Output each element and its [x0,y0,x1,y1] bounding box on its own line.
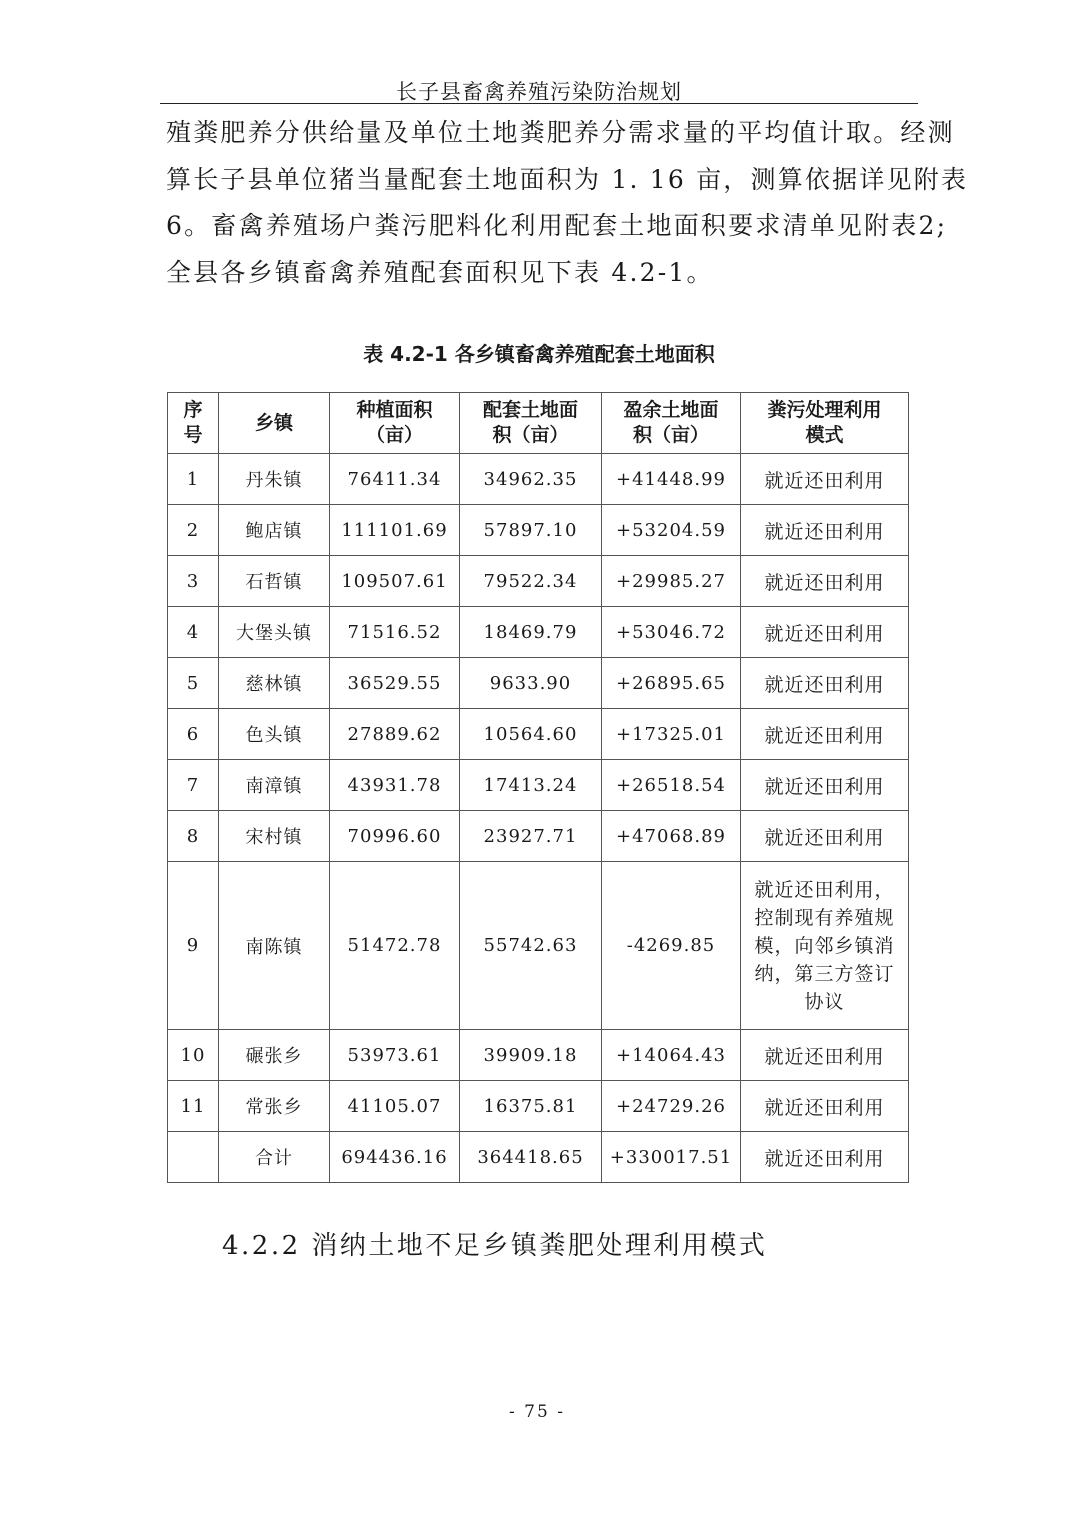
cell-planting: 36529.55 [330,658,460,709]
table-row [168,811,909,862]
cell-town: 鲍店镇 [219,505,330,556]
cell-index: 6 [168,709,219,760]
cell-surplus: +26518.54 [602,760,741,811]
header-text: （亩） [365,424,423,446]
town-land-area-table [167,392,909,1183]
cell-mode: 就近还田利用 [741,760,909,811]
cell-mode: 就近还田利用 [741,1081,909,1132]
table-total-row [168,1132,909,1183]
cell-index: 7 [168,760,219,811]
table-header-row [168,393,909,454]
cell-surplus: +47068.89 [602,811,741,862]
header-town [219,393,330,454]
cell-matching: 55742.63 [460,862,602,1030]
header-planting-area [330,393,460,454]
table-row [168,505,909,556]
cell-surplus: +53046.72 [602,607,741,658]
cell-planting: 51472.78 [330,862,460,1030]
cell-matching: 39909.18 [460,1030,602,1081]
body-paragraph [166,110,969,296]
cell-index: 10 [168,1030,219,1081]
cell-surplus: +29985.27 [602,556,741,607]
cell-surplus: +330017.51 [602,1132,741,1183]
cell-matching: 18469.79 [460,607,602,658]
cell-town: 石哲镇 [219,556,330,607]
header-divider [160,103,918,104]
cell-matching: 9633.90 [460,658,602,709]
page-header-title: 长子县畜禽养殖污染防治规划 [396,80,682,104]
table-row [168,709,909,760]
cell-index: 9 [168,862,219,1030]
cell-mode: 就近还田利用 [741,811,909,862]
cell-town: 色头镇 [219,709,330,760]
cell-matching: 364418.65 [460,1132,602,1183]
header-mode [741,393,909,454]
header-text: 乡镇 [254,411,293,434]
cell-planting: 694436.16 [330,1132,460,1183]
cell-mode: 就近还田利用 [741,607,909,658]
cell-index: 4 [168,607,219,658]
table-row [168,862,909,1030]
header-text: 盈余土地面 [623,399,719,421]
paragraph-line: 6。畜禽养殖场户粪污肥料化利用配套土地面积要求清单见附表2; [166,211,948,240]
header-text: 模式 [805,424,844,446]
cell-surplus: +53204.59 [602,505,741,556]
table-row [168,1081,909,1132]
cell-town: 南漳镇 [219,760,330,811]
table-caption: 表 4.2-1 各乡镇畜禽养殖配套土地面积 [363,342,715,366]
cell-mode: 就近还田利用 [741,709,909,760]
cell-mode: 就近还田利用 [741,556,909,607]
cell-index: 2 [168,505,219,556]
table-row [168,556,909,607]
cell-planting: 27889.62 [330,709,460,760]
cell-town: 合计 [219,1132,330,1183]
cell-town: 常张乡 [219,1081,330,1132]
cell-planting: 71516.52 [330,607,460,658]
cell-mode: 就近还田利用 [741,1132,909,1183]
cell-index: 11 [168,1081,219,1132]
cell-mode: 就近还田利用 [741,454,909,505]
paragraph-line: 算长子县单位猪当量配套土地面积为 1. 16 亩，测算依据详见附表 [166,164,969,194]
table-row [168,454,909,505]
header-text: 粪污处理利用 [767,399,882,421]
header-text: 序 [183,399,203,421]
cell-surplus: +14064.43 [602,1030,741,1081]
cell-index: 3 [168,556,219,607]
cell-matching: 57897.10 [460,505,602,556]
table-row [168,1030,909,1081]
cell-planting: 53973.61 [330,1030,460,1081]
cell-surplus: +26895.65 [602,658,741,709]
cell-planting: 111101.69 [330,505,460,556]
cell-surplus: +41448.99 [602,454,741,505]
header-surplus-area [602,393,741,454]
header-index [168,393,219,454]
cell-surplus: +24729.26 [602,1081,741,1132]
cell-town: 慈林镇 [219,658,330,709]
cell-index: 8 [168,811,219,862]
cell-planting: 70996.60 [330,811,460,862]
cell-town: 碾张乡 [219,1030,330,1081]
cell-planting: 109507.61 [330,556,460,607]
cell-planting: 76411.34 [330,454,460,505]
cell-index: 5 [168,658,219,709]
header-text: 配套土地面 [482,399,578,421]
cell-matching: 34962.35 [460,454,602,505]
table-row [168,658,909,709]
cell-matching: 16375.81 [460,1081,602,1132]
header-text: 种植面积 [356,399,433,421]
cell-mode: 就近还田利用，控制现有养殖规模，向邻乡镇消纳，第三方签订协议 [741,862,909,1030]
cell-planting: 41105.07 [330,1081,460,1132]
table-row [168,760,909,811]
page-number: - 75 - [509,1402,565,1422]
cell-matching: 10564.60 [460,709,602,760]
cell-index [168,1132,219,1183]
cell-town: 宋村镇 [219,811,330,862]
cell-surplus: -4269.85 [602,862,741,1030]
header-text: 号 [183,424,203,446]
cell-matching: 79522.34 [460,556,602,607]
cell-surplus: +17325.01 [602,709,741,760]
section-heading: 4.2.2 消纳土地不足乡镇粪肥处理利用模式 [222,1231,768,1261]
paragraph-line: 全县各乡镇畜禽养殖配套面积见下表 4.2-1。 [166,257,714,287]
header-text: 积（亩） [632,424,709,446]
cell-index: 1 [168,454,219,505]
cell-town: 大堡头镇 [219,607,330,658]
cell-mode: 就近还田利用 [741,505,909,556]
cell-town: 南陈镇 [219,862,330,1030]
cell-matching: 23927.71 [460,811,602,862]
cell-mode: 就近还田利用 [741,658,909,709]
cell-town: 丹朱镇 [219,454,330,505]
cell-matching: 17413.24 [460,760,602,811]
cell-planting: 43931.78 [330,760,460,811]
table-row [168,607,909,658]
header-text: 积（亩） [492,424,569,446]
paragraph-line: 殖粪肥养分供给量及单位土地粪肥养分需求量的平均值计取。经测 [166,118,955,147]
cell-mode: 就近还田利用 [741,1030,909,1081]
header-matching-area [460,393,602,454]
